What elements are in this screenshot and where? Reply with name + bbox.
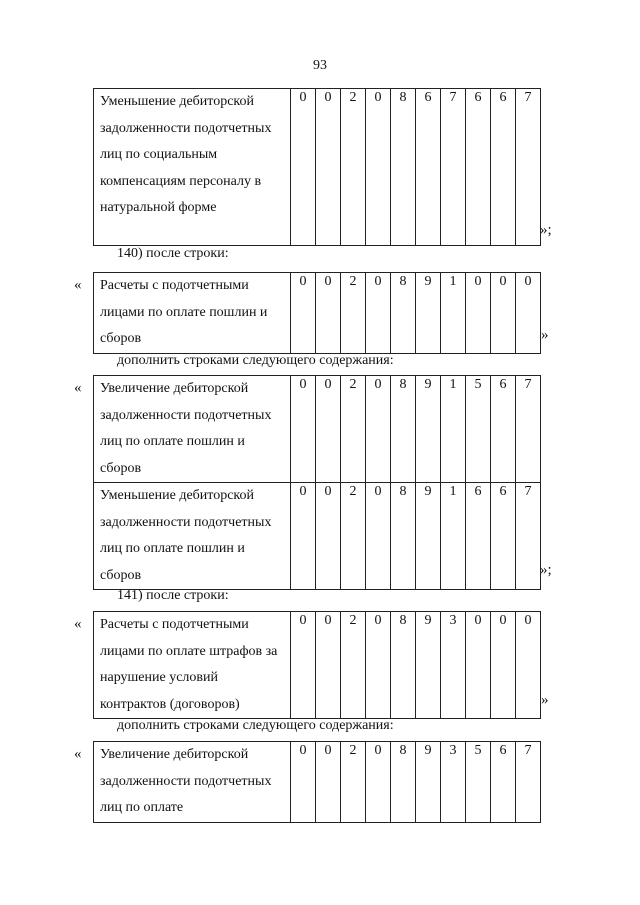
code-digit: 9 xyxy=(416,483,441,590)
code-digit: 8 xyxy=(391,742,416,823)
code-digit: 0 xyxy=(366,89,391,246)
code-digit: 8 xyxy=(391,89,416,246)
close-quote: »; xyxy=(540,562,552,578)
code-digit: 0 xyxy=(291,89,316,246)
table-row xyxy=(94,89,541,246)
code-digit: 1 xyxy=(441,376,466,483)
code-digit: 0 xyxy=(491,612,516,719)
code-digit: 0 xyxy=(291,273,316,354)
code-digit: 0 xyxy=(491,273,516,354)
code-digit: 0 xyxy=(366,483,391,590)
code-digit: 0 xyxy=(291,612,316,719)
close-quote: » xyxy=(541,327,549,343)
code-digit: 7 xyxy=(516,483,541,590)
code-digit: 2 xyxy=(341,612,366,719)
code-digit: 0 xyxy=(291,376,316,483)
code-digit: 9 xyxy=(416,273,441,354)
code-digit: 0 xyxy=(516,273,541,354)
code-digit: 5 xyxy=(466,376,491,483)
row-description: Уменьшение дебиторской задолженности подотчетных лиц по социальным компенсациям персоналу в натуральной форме xyxy=(94,89,291,246)
code-digit: 3 xyxy=(441,612,466,719)
code-digit: 0 xyxy=(366,742,391,823)
code-digit: 7 xyxy=(516,376,541,483)
code-digit: 0 xyxy=(366,273,391,354)
code-digit: 2 xyxy=(341,376,366,483)
open-quote: « xyxy=(74,616,82,632)
table-row xyxy=(94,376,541,483)
code-digit: 0 xyxy=(466,273,491,354)
code-digit: 7 xyxy=(441,89,466,246)
add-lines-label: дополнить строками следующего содержания: xyxy=(117,718,394,733)
code-digit: 6 xyxy=(491,483,516,590)
code-digit: 9 xyxy=(416,742,441,823)
table-existing-line-140 xyxy=(93,272,541,354)
close-quote: » xyxy=(541,692,549,708)
code-digit: 9 xyxy=(416,376,441,483)
row-description: Расчеты с подотчетными лицами по оплате пошлин и сборов xyxy=(94,273,291,354)
open-quote: « xyxy=(74,380,82,396)
row-description: Расчеты с подотчетными лицами по оплате штрафов за нарушение условий контрактов (договоров) xyxy=(94,612,291,719)
code-digit: 7 xyxy=(516,742,541,823)
code-digit: 0 xyxy=(316,376,341,483)
code-digit: 8 xyxy=(391,273,416,354)
code-digit: 1 xyxy=(441,273,466,354)
table-row xyxy=(94,742,541,823)
code-digit: 7 xyxy=(516,89,541,246)
code-digit: 0 xyxy=(316,273,341,354)
row-description: Увеличение дебиторской задолженности подотчетных лиц по оплате xyxy=(94,742,291,823)
code-digit: 2 xyxy=(341,89,366,246)
table-continuation xyxy=(93,88,541,246)
table-new-lines-141 xyxy=(93,741,541,823)
table-row xyxy=(94,273,541,354)
code-digit: 5 xyxy=(466,742,491,823)
code-digit: 0 xyxy=(316,89,341,246)
code-digit: 0 xyxy=(366,612,391,719)
page-number: 93 xyxy=(313,58,327,73)
code-digit: 2 xyxy=(341,273,366,354)
code-digit: 1 xyxy=(441,483,466,590)
code-digit: 0 xyxy=(291,742,316,823)
code-digit: 6 xyxy=(491,742,516,823)
open-quote: « xyxy=(74,746,82,762)
code-digit: 0 xyxy=(291,483,316,590)
code-digit: 0 xyxy=(516,612,541,719)
code-digit: 8 xyxy=(391,483,416,590)
row-description: Уменьшение дебиторской задолженности подотчетных лиц по оплате пошлин и сборов xyxy=(94,483,291,590)
code-digit: 6 xyxy=(491,376,516,483)
table-new-lines-140 xyxy=(93,375,541,590)
code-digit: 6 xyxy=(491,89,516,246)
close-quote: »; xyxy=(540,222,552,238)
code-digit: 2 xyxy=(341,483,366,590)
row-description: Увеличение дебиторской задолженности подотчетных лиц по оплате пошлин и сборов xyxy=(94,376,291,483)
code-digit: 2 xyxy=(341,742,366,823)
code-digit: 6 xyxy=(466,483,491,590)
code-digit: 0 xyxy=(316,483,341,590)
add-lines-label: дополнить строками следующего содержания: xyxy=(117,353,394,368)
code-digit: 0 xyxy=(316,612,341,719)
item-141-label: 141) после строки: xyxy=(117,588,229,603)
code-digit: 3 xyxy=(441,742,466,823)
open-quote: « xyxy=(74,277,82,293)
item-140-label: 140) после строки: xyxy=(117,246,229,261)
code-digit: 6 xyxy=(416,89,441,246)
code-digit: 0 xyxy=(316,742,341,823)
table-row xyxy=(94,483,541,590)
code-digit: 6 xyxy=(466,89,491,246)
code-digit: 8 xyxy=(391,612,416,719)
code-digit: 0 xyxy=(466,612,491,719)
table-existing-line-141 xyxy=(93,611,541,719)
code-digit: 9 xyxy=(416,612,441,719)
table-row xyxy=(94,612,541,719)
code-digit: 0 xyxy=(366,376,391,483)
code-digit: 8 xyxy=(391,376,416,483)
